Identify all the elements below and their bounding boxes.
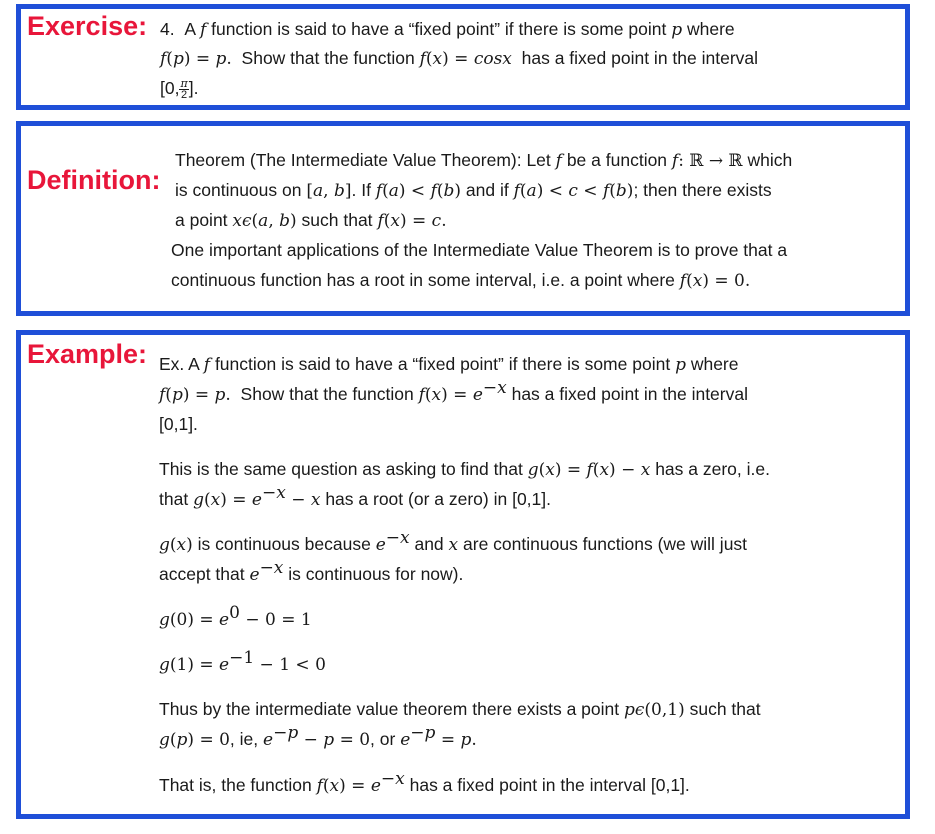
definition-line-5: continuous function has a root in some interval, i.e. a point where f(x) = 0. bbox=[171, 270, 751, 291]
exercise-line-1: 4. A f function is said to have a “fixed point” if there is some point p where bbox=[160, 19, 735, 40]
example-g1-equation: $g(1) = e^{-1} - 1 < 0$ bbox=[159, 648, 326, 675]
exercise-line-3: [0, $\frac{\pi}{2}$ ]. bbox=[160, 76, 199, 101]
definition-label: Definition: bbox=[27, 165, 161, 195]
exercise-box bbox=[16, 4, 910, 110]
exercise-line-2: f(p) = p. Show that the function f(x) = cosx has a fixed point in the interval bbox=[160, 48, 759, 69]
pi-over-2-fraction: $\frac{\pi}{2}$ bbox=[180, 76, 188, 101]
definition-line-4: One important applications of the Intermediate Value Theorem is to prove that a bbox=[171, 240, 788, 260]
example-p6-line-2: g(p) = 0, ie, $e^{-p} - p = 0$, or $e^{-p} = p$. bbox=[159, 723, 477, 750]
example-p1-line-1: Ex. A f function is said to have a “fixed point” if there is some point p where bbox=[159, 354, 739, 375]
example-box bbox=[16, 330, 910, 819]
example-p6-line-1: Thus by the intermediate value theorem there exists a point pϵ(0,1) such that bbox=[159, 699, 761, 720]
example-g0-equation: $g(0) = e^0 - 0 = 1$ bbox=[159, 603, 312, 630]
definition-line-1: Theorem (The Intermediate Value Theorem): Let f be a function f: ℝ → ℝ which bbox=[175, 150, 793, 171]
example-p2-line-1: This is the same question as asking to find that g(x) = f(x) − x has a zero, i.e. bbox=[159, 459, 770, 480]
example-p3-line-2: accept that $e^{-x}$ is continuous for now). bbox=[159, 558, 464, 585]
example-p1-line-3: [0,1]. bbox=[159, 414, 198, 434]
definition-line-2: is continuous on [a, b]. If f(a) < f(b) and if f(a) < c < f(b); then there exists bbox=[175, 180, 772, 201]
definition-line-3: a point xϵ(a, b) such that f(x) = c. bbox=[175, 210, 447, 231]
example-p2-line-2: that $g(x) = e^{-x} - x$ has a root (or a zero) in [0,1]. bbox=[159, 483, 551, 510]
definition-box bbox=[16, 121, 910, 316]
example-p1-line-2: f(p) = p. Show that the function $f(x) = e^{-x}$ has a fixed point in the interval bbox=[159, 378, 748, 405]
example-p3-line-1: g(x) is continuous because $e^{-x}$ and x are continuous functions (we will just bbox=[159, 528, 748, 555]
example-label: Example: bbox=[27, 339, 148, 369]
exercise-label: Exercise: bbox=[27, 11, 148, 41]
example-conclusion: That is, the function $f(x) = e^{-x}$ has a fixed point in the interval [0,1]. bbox=[159, 769, 690, 796]
